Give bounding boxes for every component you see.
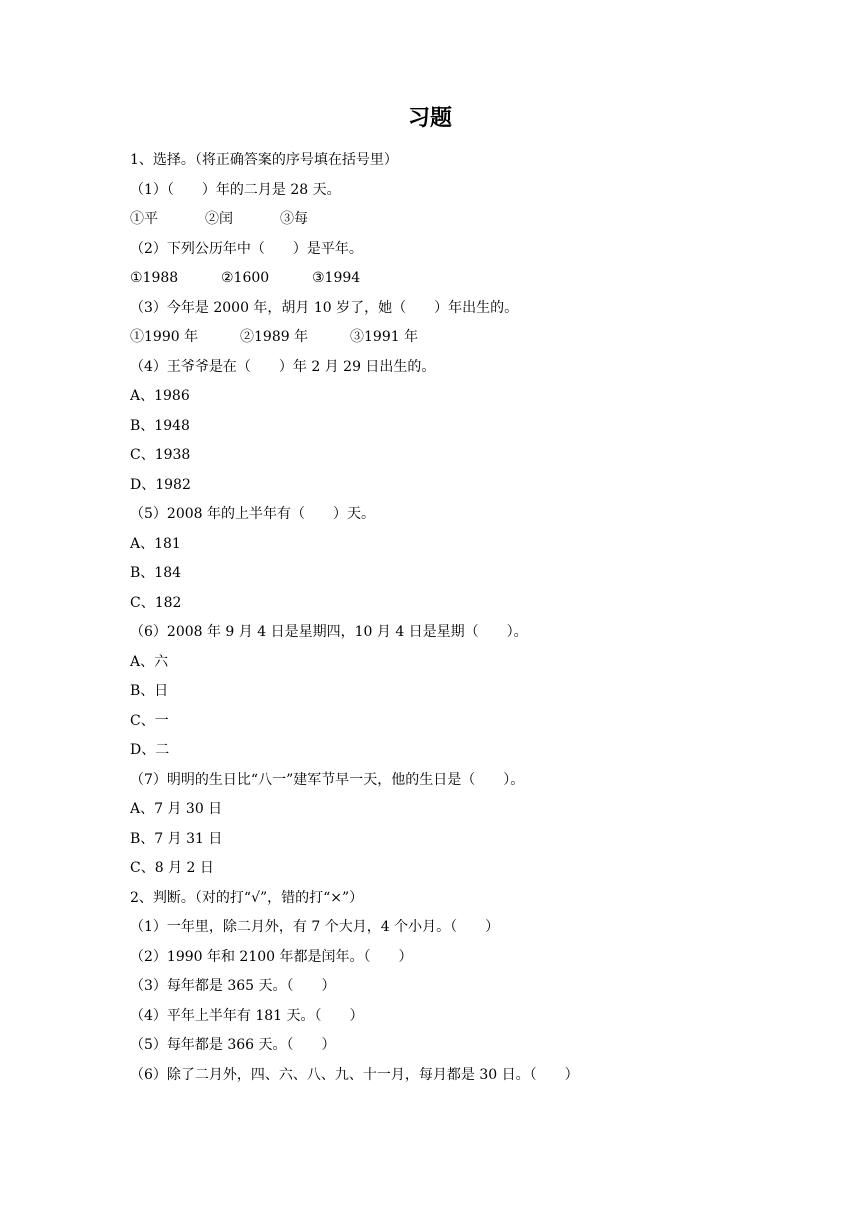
option: ②1989 年 <box>240 329 309 345</box>
option: A、7 月 30 日 <box>130 801 223 817</box>
question-2: （2）下列公历年中（ ）是平年。 <box>130 240 363 257</box>
judgment-item: （1）一年里，除二月外，有 7 个大月，4 个小月。（ ） <box>130 919 500 935</box>
judgment-item: （5）每年都是 366 天。（ ） <box>130 1037 336 1053</box>
option: ③1994 <box>312 270 361 286</box>
option: D、二 <box>130 742 170 758</box>
judgment-item: （2）1990 年和 2100 年都是闰年。（ ） <box>130 948 413 965</box>
option: B、日 <box>130 683 169 699</box>
question-4: （4）王爷爷是在（ ）年 2 月 29 日出生的。 <box>130 358 436 375</box>
option: A、六 <box>130 653 169 670</box>
judgment-item: （4）平年上半年有 181 天。（ ） <box>130 1007 364 1024</box>
option: A、181 <box>130 535 181 552</box>
option: ①1990 年 <box>130 329 199 345</box>
option: C、182 <box>130 594 182 611</box>
option: ②闰 <box>205 211 233 227</box>
section-2-heading: 2、判断。（对的打“√”，错的打“×”） <box>130 889 364 906</box>
page-title: 习题 <box>407 106 452 131</box>
question-3-options <box>130 323 730 353</box>
option: ③每 <box>280 211 308 227</box>
question-1-options <box>130 205 730 235</box>
question-7: （7）明明的生日比“八一”建军节早一天，他的生日是（ ）。 <box>130 771 525 788</box>
question-3: （3）今年是 2000 年，胡月 10 岁了，她（ ）年出生的。 <box>130 299 519 316</box>
option: B、7 月 31 日 <box>130 830 223 847</box>
option: C、一 <box>130 712 169 729</box>
option: ②1600 <box>221 270 270 286</box>
option: C、8 月 2 日 <box>130 860 214 876</box>
option: B、1948 <box>130 417 190 434</box>
option: C、1938 <box>130 447 191 463</box>
option: ①平 <box>130 211 158 227</box>
judgment-item: （3）每年都是 365 天。（ ） <box>130 978 336 994</box>
question-2-options <box>130 264 730 294</box>
exercise-content <box>130 146 730 1090</box>
option: A、1986 <box>130 388 190 404</box>
section-1-heading: 1、选择。（将正确答案的序号填在括号里） <box>130 152 398 168</box>
question-5: （5）2008 年的上半年有（ ）天。 <box>130 506 375 522</box>
option: D、1982 <box>130 476 191 493</box>
option: ③1991 年 <box>350 329 419 345</box>
option: ①1988 <box>130 270 179 286</box>
question-1: （1）（ ）年的二月是 28 天。 <box>130 181 341 198</box>
question-6: （6）2008 年 9 月 4 日是星期四，10 月 4 日是星期（ ）。 <box>130 624 528 640</box>
option: B、184 <box>130 565 182 581</box>
judgment-item: （6）除了二月外，四、六、八、九、十一月，每月都是 30 日。（ ） <box>130 1066 579 1083</box>
